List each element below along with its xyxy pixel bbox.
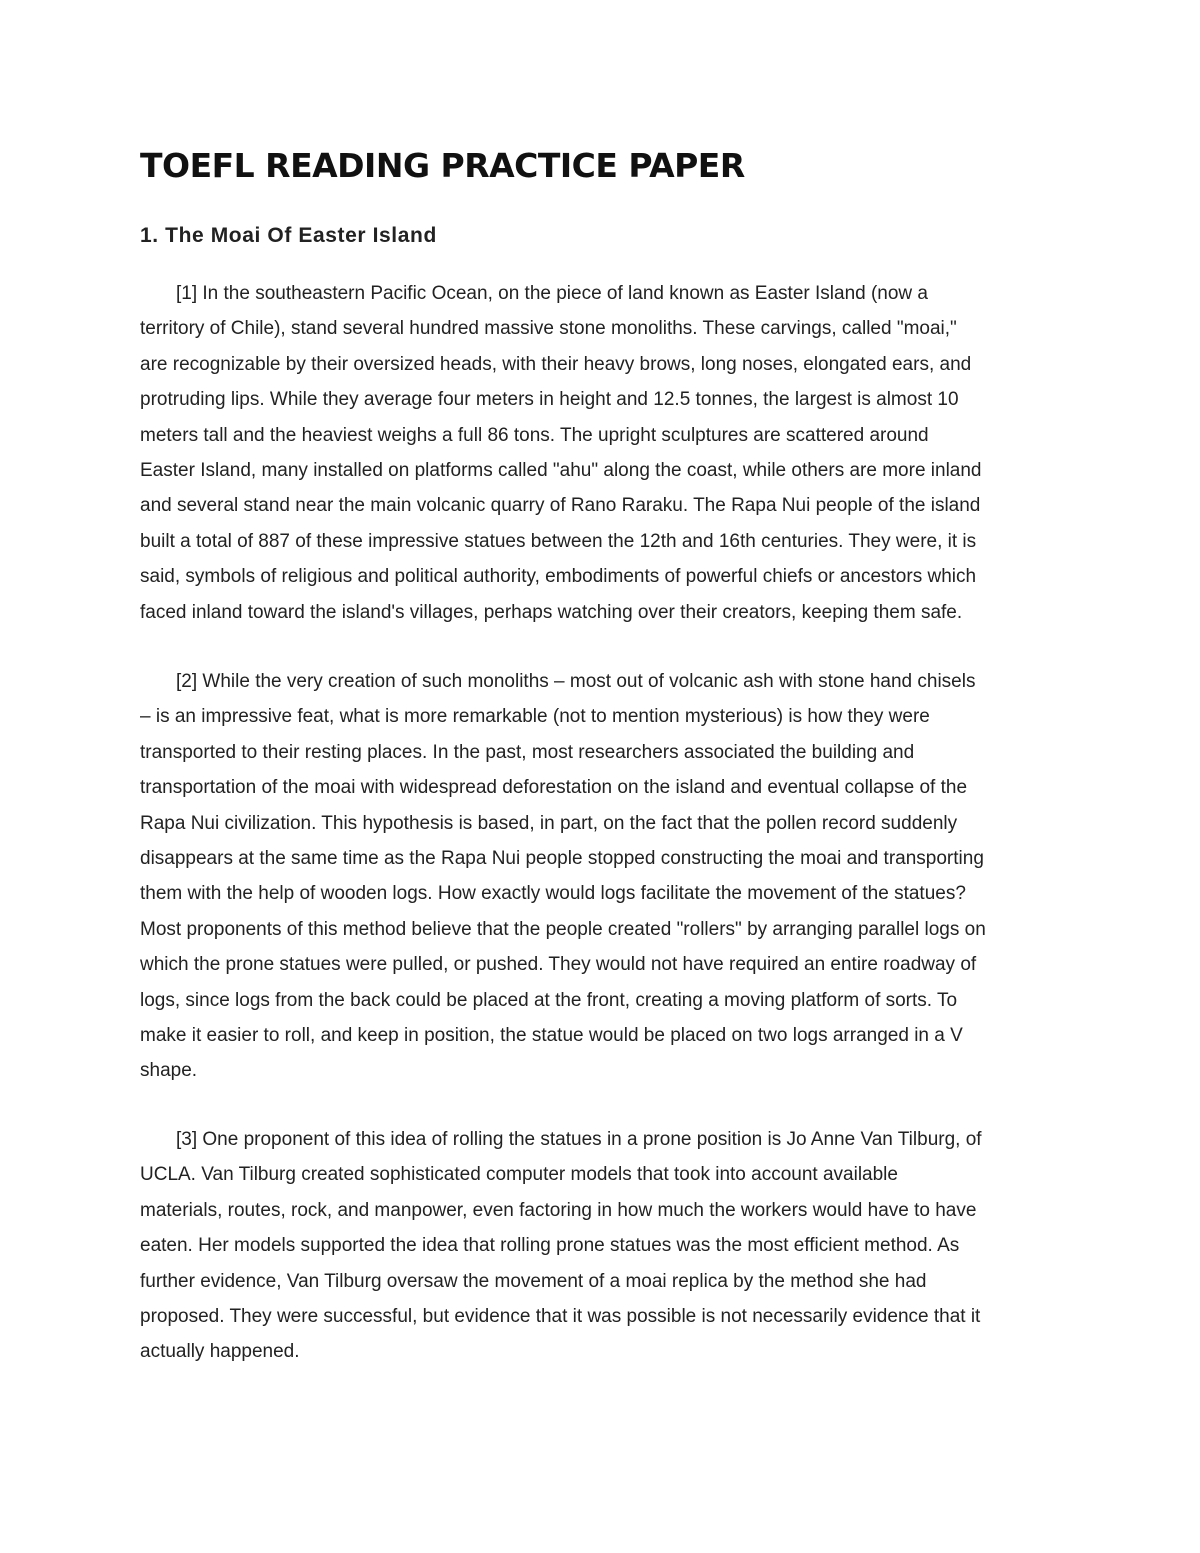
- paragraph-line: make it easier to roll, and keep in position, the statue would be placed on two logs arranged in a V: [140, 1025, 963, 1047]
- paragraph-line: actually happened.: [140, 1341, 300, 1363]
- paragraph-1: [140, 276, 1070, 630]
- paragraph-line: further evidence, Van Tilburg oversaw the movement of a moai replica by the method she had: [140, 1270, 927, 1292]
- paragraph-line: materials, routes, rock, and manpower, even factoring in how much the workers would have to have: [140, 1199, 977, 1221]
- paragraph-line: and several stand near the main volcanic quarry of Rano Raraku. The Rapa Nui people of the island: [140, 495, 981, 517]
- paragraph-line: protruding lips. While they average four meters in height and 12.5 tonnes, the largest is almost 10: [140, 389, 959, 411]
- paragraph-line: are recognizable by their oversized heads, with their heavy brows, long noses, elongated ears, and: [140, 353, 972, 375]
- paragraph-line: built a total of 887 of these impressive statues between the 12th and 16th centuries. They were, it is: [140, 530, 977, 552]
- paragraph-line: shape.: [140, 1060, 198, 1082]
- paragraph-line: Easter Island, many installed on platforms called "ahu" along the coast, while others are more inland: [140, 460, 982, 482]
- paragraph-line: [3] One proponent of this idea of rolling the statues in a prone position is Jo Anne Van Tilburg, of: [176, 1129, 982, 1150]
- paragraph-line: faced inland toward the island's villages, perhaps watching over their creators, keeping them safe.: [140, 601, 963, 623]
- paragraph-line: transportation of the moai with widespread deforestation on the island and eventual collapse of the: [140, 777, 968, 799]
- paragraph-line: disappears at the same time as the Rapa Nui people stopped constructing the moai and transporting: [140, 848, 984, 870]
- paragraph-line: territory of Chile), stand several hundred massive stone monoliths. These carvings, called "moai,": [140, 318, 957, 340]
- paragraph-line: which the prone statues were pulled, or pushed. They would not have required an entire roadway of: [140, 954, 977, 976]
- paragraph-line: – is an impressive feat, what is more remarkable (not to mention mysterious) is how they were: [140, 706, 930, 728]
- paragraph-line: logs, since logs from the back could be placed at the front, creating a moving platform of sorts. To: [140, 989, 958, 1011]
- paragraph-line: proposed. They were successful, but evidence that it was possible is not necessarily evidence that it: [140, 1306, 981, 1328]
- paragraph-line: Rapa Nui civilization. This hypothesis is based, in part, on the fact that the pollen record suddenly: [140, 812, 958, 834]
- paragraph-line: meters tall and the heaviest weighs a full 86 tons. The upright sculptures are scattered around: [140, 424, 929, 446]
- paragraph-line: Most proponents of this method believe that the people created "rollers" by arranging parallel logs on: [140, 918, 986, 940]
- paragraph-line: transported to their resting places. In the past, most researchers associated the building and: [140, 741, 915, 763]
- section-heading: 1. The Moai Of Easter Island: [140, 224, 437, 247]
- document-title: TOEFL READING PRACTICE PAPER: [140, 146, 745, 185]
- paragraph-3: [140, 1122, 1070, 1370]
- paragraph-2: [140, 664, 1070, 1089]
- paragraph-line: [2] While the very creation of such monoliths – most out of volcanic ash with stone hand chisels: [176, 671, 976, 692]
- paragraph-line: said, symbols of religious and political authority, embodiments of powerful chiefs or ancestors which: [140, 566, 977, 588]
- paragraph-line: [1] In the southeastern Pacific Ocean, on the piece of land known as Easter Island (now a: [176, 283, 929, 304]
- paragraph-line: UCLA. Van Tilburg created sophisticated computer models that took into account available: [140, 1164, 898, 1186]
- paragraph-line: eaten. Her models supported the idea that rolling prone statues was the most efficient method. As: [140, 1235, 960, 1257]
- paragraph-line: them with the help of wooden logs. How exactly would logs facilitate the movement of the statues?: [140, 883, 966, 905]
